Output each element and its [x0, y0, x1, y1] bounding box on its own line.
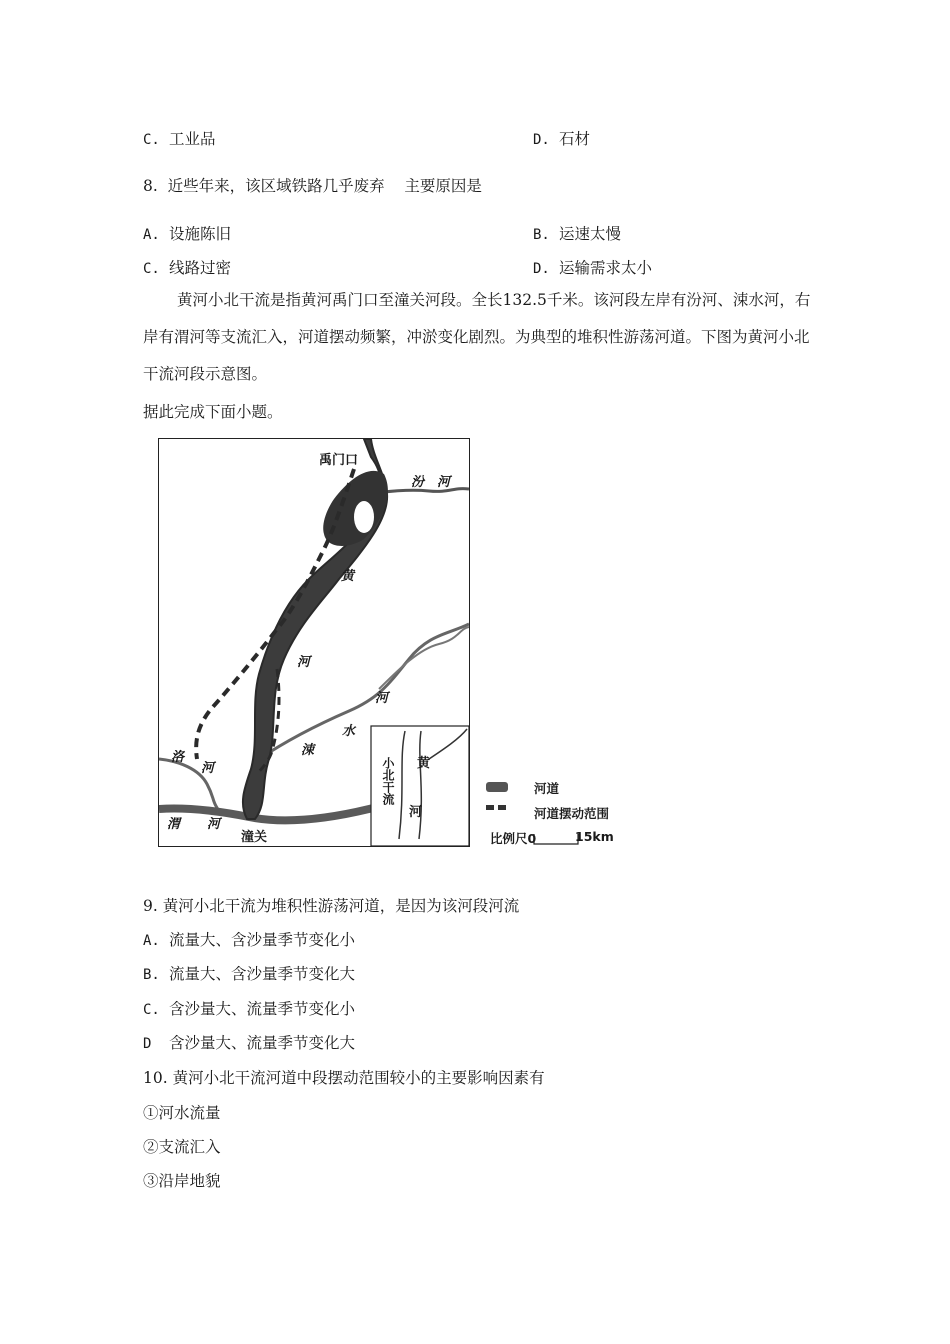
option-label: D. [533, 132, 550, 148]
channel-swatch [486, 782, 508, 792]
q8-stem: 8. 近些年来，该区域铁路几乎废弃 主要原因是 [143, 177, 482, 195]
q7-option-d [533, 127, 590, 149]
option-text: 石材 [559, 130, 591, 148]
river-island [354, 501, 374, 533]
label-he-1: 河 [297, 655, 311, 670]
q8-option-d [533, 256, 652, 278]
inset-label-xiaobei: 小北干流 [381, 757, 395, 805]
option-label: C. [143, 1002, 160, 1018]
q10-item-1: ①河水流量 [143, 1104, 221, 1122]
option-text: 设施陈旧 [169, 225, 232, 243]
option-text: 含沙量大、流量季节变化大 [169, 1034, 356, 1052]
passage-paragraph: 黄河小北干流是指黄河禹门口至潼关河段。全长132.5千米。该河段左岸有汾河、涑水河，右岸有渭河等支流汇入，河道摆动频繁，冲淤变化剧烈。为典型的堆积性游荡河道。下图为黄河小北干流河段示意图。 [143, 291, 811, 383]
q10-item-3: ③沿岸地貌 [143, 1172, 221, 1190]
label-tongguan: 潼关 [241, 830, 268, 845]
option-text: 含沙量大、流量季节变化小 [169, 1000, 356, 1018]
label-su: 涑 [301, 743, 315, 758]
option-text: 流量大、含沙量季节变化小 [169, 931, 356, 949]
option-label: B. [533, 227, 550, 243]
q7-option-c [143, 127, 216, 149]
q9-stem: 9. 黄河小北干流为堆积性游荡河道，是因为该河段河流 [143, 897, 520, 915]
label-wei-he: 河 [207, 817, 221, 832]
option-text: 工业品 [169, 130, 216, 148]
q9-option-a [143, 928, 355, 950]
label-luo: 洛 [171, 750, 185, 765]
label-wei: 渭 [167, 817, 181, 832]
scale-start: 0 [527, 831, 537, 846]
label-huang: 黄 [341, 569, 355, 584]
q10-item-2: ②支流汇入 [143, 1138, 221, 1156]
legend-swing-label: 河道摆动范围 [534, 806, 610, 821]
q8-option-b [533, 222, 621, 244]
option-label: A. [143, 227, 160, 243]
option-text: 运输需求太小 [559, 259, 653, 277]
river-map [158, 438, 470, 847]
option-label: B. [143, 967, 160, 983]
yellow-river-widening [323, 471, 388, 546]
scale-end: 15km [575, 829, 614, 844]
map-legend [484, 776, 654, 846]
option-label: A. [143, 933, 160, 949]
label-shui: 水 [342, 724, 356, 739]
q10-stem: 10. 黄河小北干流河道中段摆动范围较小的主要影响因素有 [143, 1069, 545, 1087]
option-text: 运速太慢 [559, 225, 622, 243]
legend-swatches [484, 778, 514, 818]
label-he-2: 河 [375, 691, 389, 706]
scale-label: 比例尺 [490, 831, 528, 846]
q8-option-a [143, 222, 231, 244]
passage-instruction: 据此完成下面小题。 [143, 403, 283, 421]
option-text: 流量大、含沙量季节变化大 [169, 965, 356, 983]
label-fen: 汾 [411, 475, 425, 490]
inset-label-he: 河 [409, 805, 423, 820]
inset-label-huang: 黄 [417, 756, 431, 771]
map-drawing [159, 439, 469, 846]
option-label: D [143, 1036, 152, 1052]
q8-option-c [143, 256, 231, 278]
label-fen-he: 河 [437, 475, 451, 490]
legend-channel-label: 河道 [534, 781, 560, 796]
legend-scale [490, 829, 536, 847]
q9-option-c [143, 997, 355, 1019]
option-label: C. [143, 132, 160, 148]
option-label: C. [143, 261, 160, 277]
swing-swatch-right [498, 805, 506, 810]
label-yumenkou: 禹门口 [319, 453, 359, 468]
q9-option-b [143, 962, 355, 984]
option-text: 线路过密 [169, 259, 232, 277]
option-label: D. [533, 261, 550, 277]
label-luo-he: 河 [201, 761, 215, 776]
q9-option-d [143, 1031, 355, 1053]
swing-swatch-left [486, 805, 494, 810]
